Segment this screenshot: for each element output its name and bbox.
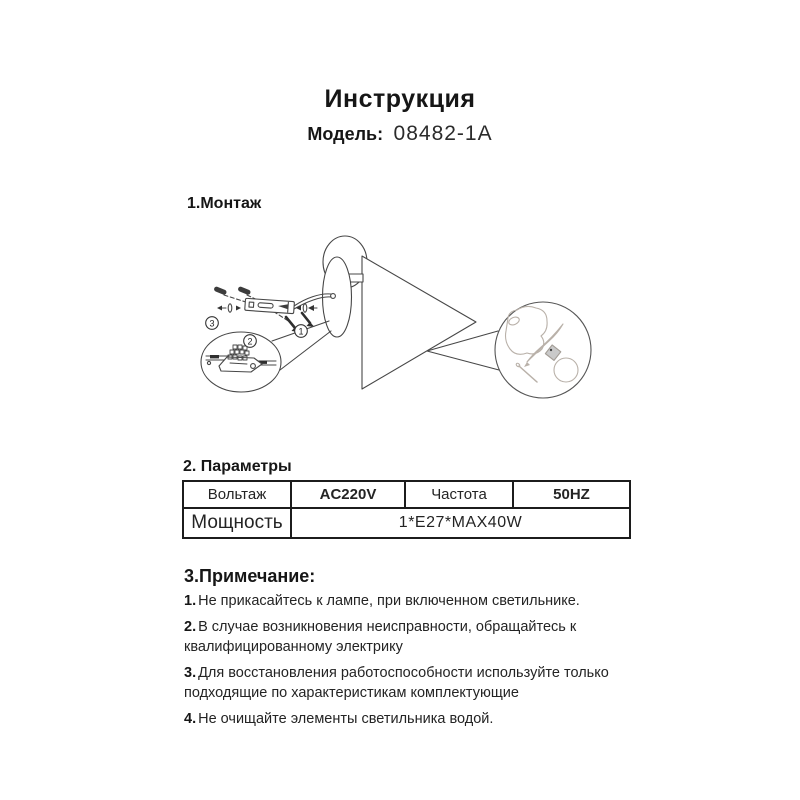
frequency-value-cell: 50HZ bbox=[513, 481, 630, 508]
note-number: 2. bbox=[184, 619, 197, 635]
callout-3-label: 3 bbox=[209, 318, 215, 329]
left-screw-washer bbox=[217, 304, 241, 312]
note-number: 4. bbox=[184, 711, 197, 727]
note-number: 1. bbox=[184, 593, 197, 609]
note-text: В случае возникновения неисправности, обращайтесь к квалифицированному электрику bbox=[184, 619, 577, 655]
page-title: Инструкция bbox=[324, 85, 476, 113]
right-screw-washer bbox=[296, 304, 317, 312]
notes-list bbox=[184, 591, 636, 735]
callout-2-label: 2 bbox=[247, 336, 253, 347]
list-item bbox=[184, 591, 636, 611]
cone-shade bbox=[362, 256, 476, 389]
callout-1-label: 1 bbox=[298, 326, 304, 337]
power-value-cell: 1*E27*MAX40W bbox=[291, 508, 630, 538]
list-item bbox=[184, 663, 636, 703]
note-text: Не очищайте элементы светильника водой. bbox=[198, 711, 494, 727]
model-number: 08482-1A bbox=[393, 122, 493, 145]
montage-diagram bbox=[180, 222, 630, 430]
table-row bbox=[183, 508, 630, 538]
section-heading-notes: 3.Примечание: bbox=[184, 566, 316, 586]
model-label: Модель: bbox=[307, 124, 384, 144]
section-heading-parameters: 2. Параметры bbox=[183, 458, 292, 475]
light-bulb bbox=[554, 358, 578, 382]
wall-anchor-plugs bbox=[213, 286, 251, 296]
bulb-detail-circle bbox=[495, 302, 591, 398]
note-text: Не прикасайтесь к лампе, при включенном светильнике. bbox=[198, 593, 580, 609]
table-row bbox=[183, 481, 630, 508]
parameters-table bbox=[182, 480, 631, 539]
power-label-cell: Мощность bbox=[183, 508, 291, 538]
note-number: 3. bbox=[184, 665, 197, 681]
list-item bbox=[184, 709, 636, 729]
model-line bbox=[0, 122, 800, 146]
note-text: Для восстановления работоспособности используйте только подходящие по характеристикам комплектующие bbox=[184, 665, 609, 701]
voltage-label-cell: Вольтаж bbox=[183, 481, 291, 508]
section-heading-montage: 1.Монтаж bbox=[187, 195, 262, 212]
frequency-label-cell: Частота bbox=[405, 481, 513, 508]
voltage-value-cell: AC220V bbox=[291, 481, 405, 508]
mounting-bracket bbox=[245, 298, 295, 313]
list-item bbox=[184, 617, 636, 657]
